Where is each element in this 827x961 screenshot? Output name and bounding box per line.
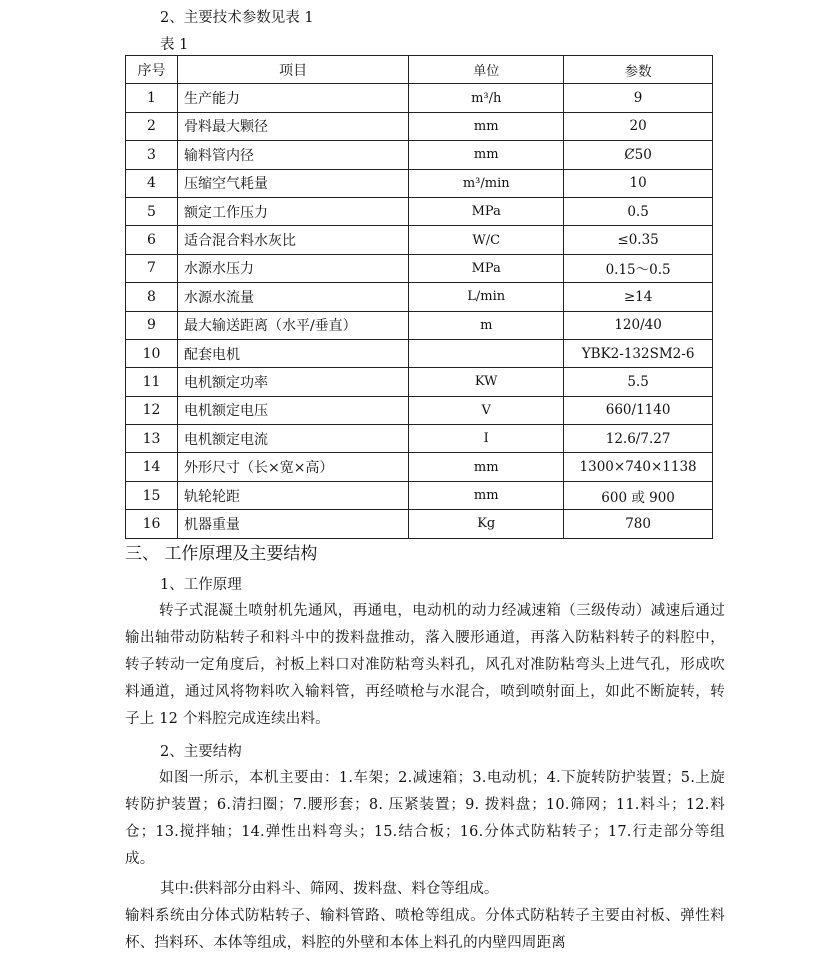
table-row bbox=[126, 84, 713, 112]
cell-value: 120/40 bbox=[564, 311, 713, 339]
cell-index: 12 bbox=[126, 396, 178, 424]
subsection-title-working-principle: 1、工作原理 bbox=[160, 577, 242, 593]
cell-item: 额定工作压力 bbox=[177, 197, 408, 225]
cell-value: 9 bbox=[564, 84, 713, 112]
cell-item: 轨轮轮距 bbox=[177, 481, 408, 509]
cell-unit: mm bbox=[409, 141, 564, 169]
cell-unit: mm bbox=[409, 453, 564, 481]
cell-value: ≤0.35 bbox=[564, 226, 713, 254]
cell-unit: m bbox=[409, 311, 564, 339]
cell-index: 14 bbox=[126, 453, 178, 481]
section-line-technical-parameters: 2、主要技术参数见表 1 bbox=[160, 10, 314, 26]
table-row bbox=[126, 339, 713, 367]
cell-item: 配套电机 bbox=[177, 339, 408, 367]
cell-unit: I bbox=[409, 425, 564, 453]
working-principle-text: 转子式混凝土喷射机先通风，再通电，电动机的动力经减速箱（三级传动）减速后通过输出轴带动防粘转子和料斗中的拨料盘推动，落入腰形通道，再落入防粘料转子的料腔中，转子转动一定角度后，衬板上料口对准防粘弯头料孔，风孔对准防粘弯头上进气孔，形成吹料通道，通过风将物料吹入输料管，再经喷枪与水混合，喷到喷射面上，如此不断旋转，转子上 12 个料腔完成连续出料。 bbox=[125, 603, 725, 727]
cell-item: 骨料最大颗径 bbox=[177, 112, 408, 140]
cell-index: 16 bbox=[126, 510, 178, 538]
technical-parameters-table bbox=[125, 55, 713, 539]
table-row bbox=[126, 396, 713, 424]
conveying-system-text: 输料系统由分体式防粘转子、输料管路、喷枪等组成。分体式防粘转子主要由衬板、弹性料杯、挡料环、本体等组成，料腔的外壁和本体上料孔的内壁四周距离 bbox=[125, 908, 725, 951]
table-header-row bbox=[126, 56, 713, 84]
cell-unit: MPa bbox=[409, 197, 564, 225]
main-structure-paragraph bbox=[125, 765, 725, 873]
cell-value: ≥14 bbox=[564, 283, 713, 311]
cell-item: 输料管内径 bbox=[177, 141, 408, 169]
table-row bbox=[126, 481, 713, 509]
cell-index: 6 bbox=[126, 226, 178, 254]
cell-value: 600 或 900 bbox=[564, 481, 713, 509]
header-value: 参数 bbox=[564, 56, 713, 84]
cell-value: 780 bbox=[564, 510, 713, 538]
header-unit: 单位 bbox=[409, 56, 564, 84]
cell-index: 11 bbox=[126, 368, 178, 396]
cell-index: 13 bbox=[126, 425, 178, 453]
cell-unit: W/C bbox=[409, 226, 564, 254]
cell-unit bbox=[409, 339, 564, 367]
cell-unit: MPa bbox=[409, 254, 564, 282]
cell-unit: L/min bbox=[409, 283, 564, 311]
table-row bbox=[126, 425, 713, 453]
cell-index: 3 bbox=[126, 141, 178, 169]
table-row bbox=[126, 283, 713, 311]
cell-unit: V bbox=[409, 396, 564, 424]
cell-value: YBK2-132SM2-6 bbox=[564, 339, 713, 367]
table-row bbox=[126, 254, 713, 282]
cell-item: 电机额定功率 bbox=[177, 368, 408, 396]
table-row bbox=[126, 141, 713, 169]
cell-unit: m³/min bbox=[409, 169, 564, 197]
subsection-title-main-structure: 2、主要结构 bbox=[160, 744, 242, 760]
working-principle-paragraph bbox=[125, 598, 725, 733]
cell-item: 水源水流量 bbox=[177, 283, 408, 311]
table-row bbox=[126, 368, 713, 396]
cell-value: Ȼ50 bbox=[564, 141, 713, 169]
section-heading-working-principle: 三、 工作原理及主要结构 bbox=[125, 544, 318, 564]
cell-index: 4 bbox=[126, 169, 178, 197]
conveying-system-paragraph bbox=[125, 903, 725, 957]
cell-value: 5.5 bbox=[564, 368, 713, 396]
cell-index: 10 bbox=[126, 339, 178, 367]
cell-index: 1 bbox=[126, 84, 178, 112]
supply-system-text: 其中:供料部分由料斗、筛网、拨料盘、料仓等组成。 bbox=[160, 881, 499, 897]
cell-index: 2 bbox=[126, 112, 178, 140]
cell-value: 660/1140 bbox=[564, 396, 713, 424]
cell-value: 10 bbox=[564, 169, 713, 197]
cell-item: 电机额定电流 bbox=[177, 425, 408, 453]
table-row bbox=[126, 453, 713, 481]
table-row bbox=[126, 112, 713, 140]
cell-item: 机器重量 bbox=[177, 510, 408, 538]
main-structure-text: 如图一所示，本机主要由：1.车架；2.减速箱；3.电动机；4.下旋转防护装置；5.上旋转防护装置；6.清扫圈；7.腰形套；8. 压紧装置；9. 拨料盘；10.筛网；11.料斗；12.料仓；13.搅拌轴；14.弹性出料弯头；15.结合板；16.分体式防粘转子；17.行走部分等组成。 bbox=[125, 770, 725, 867]
cell-item: 生产能力 bbox=[177, 84, 408, 112]
table-row bbox=[126, 510, 713, 538]
table-row bbox=[126, 311, 713, 339]
cell-unit: KW bbox=[409, 368, 564, 396]
table-row bbox=[126, 197, 713, 225]
cell-unit: mm bbox=[409, 112, 564, 140]
cell-value: 0.15～0.5 bbox=[564, 254, 713, 282]
table-row bbox=[126, 226, 713, 254]
cell-item: 压缩空气耗量 bbox=[177, 169, 408, 197]
table-caption: 表 1 bbox=[160, 37, 189, 53]
cell-index: 9 bbox=[126, 311, 178, 339]
cell-value: 12.6/7.27 bbox=[564, 425, 713, 453]
cell-index: 8 bbox=[126, 283, 178, 311]
cell-index: 7 bbox=[126, 254, 178, 282]
cell-item: 适合混合料水灰比 bbox=[177, 226, 408, 254]
table-row bbox=[126, 169, 713, 197]
cell-unit: Kg bbox=[409, 510, 564, 538]
cell-unit: m³/h bbox=[409, 84, 564, 112]
cell-item: 电机额定电压 bbox=[177, 396, 408, 424]
cell-value: 20 bbox=[564, 112, 713, 140]
cell-index: 15 bbox=[126, 481, 178, 509]
cell-item: 外形尺寸（长×宽×高） bbox=[177, 453, 408, 481]
cell-value: 0.5 bbox=[564, 197, 713, 225]
header-index: 序号 bbox=[126, 56, 178, 84]
cell-item: 水源水压力 bbox=[177, 254, 408, 282]
cell-item: 最大输送距离（水平/垂直） bbox=[177, 311, 408, 339]
cell-index: 5 bbox=[126, 197, 178, 225]
header-item: 项目 bbox=[177, 56, 408, 84]
cell-unit: mm bbox=[409, 481, 564, 509]
cell-value: 1300×740×1138 bbox=[564, 453, 713, 481]
